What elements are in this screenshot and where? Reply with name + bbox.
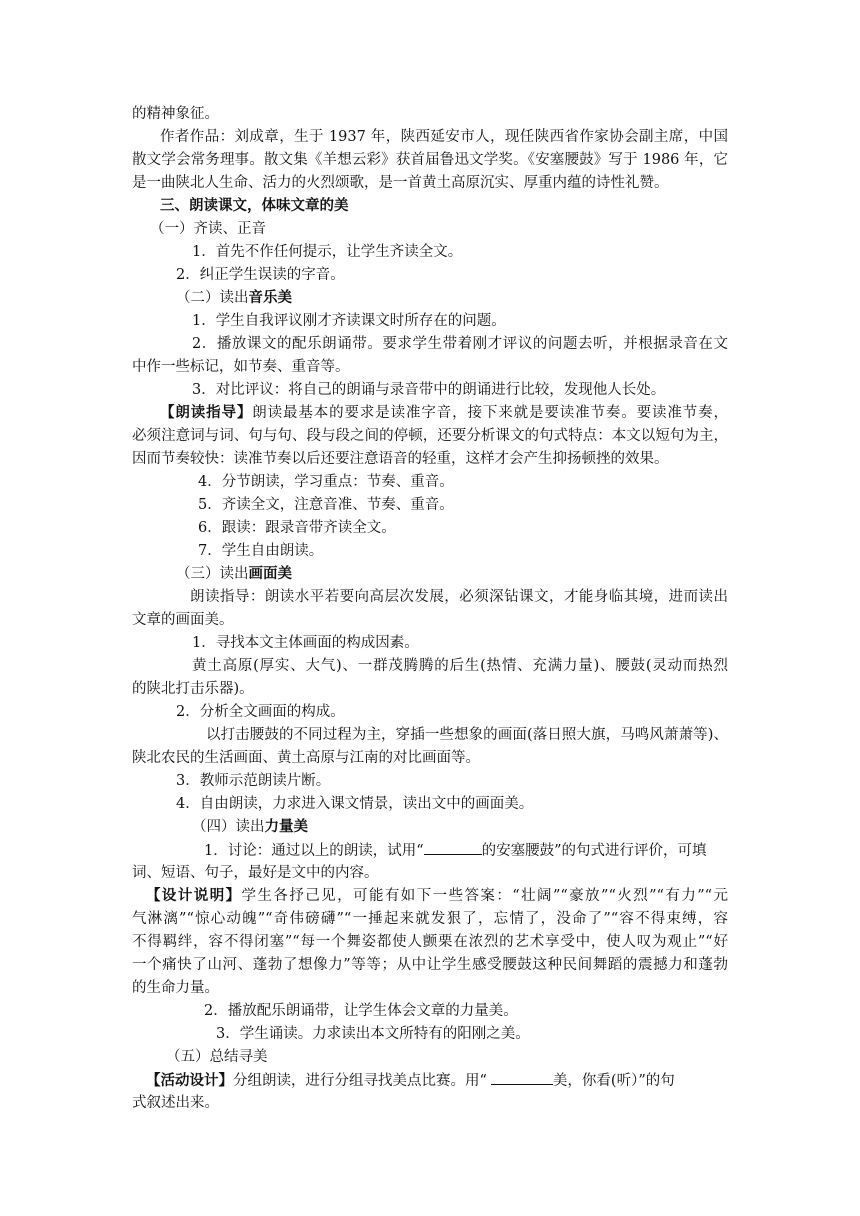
text-line xyxy=(204,840,728,861)
list-item: 3．学生诵读。力求读出本文所特有的阳刚之美。 xyxy=(216,1026,530,1042)
text-line: 的陕北打击乐器)。 xyxy=(132,681,254,697)
label-bracket: 【活动设计】 xyxy=(146,1072,233,1089)
text-line: 文章的画面美。 xyxy=(132,612,234,628)
list-item: 1．寻找本文主体画面的构成因素。 xyxy=(192,635,419,651)
text-line: 作者作品：刘成章，生于 1937 年，陕西延安市人，现任陕西省作家协会副主席，中国 xyxy=(160,129,728,145)
text-line: 不得羁绊，容不得闭塞”“每一个舞姿都使人颤栗在浓烈的艺术享受中，使人叹为观止”“好 xyxy=(132,934,728,950)
text-line: 以打击腰鼓的不同过程为主，穿插一些想象的画面(落日照大旗，马鸣风萧萧等)、 xyxy=(206,727,728,743)
subsection-heading xyxy=(176,564,292,584)
label-text: 朗读最基本的要求是读准字音，接下来就是要读准节奏。要读准节奏， xyxy=(252,405,728,421)
subsection-heading: （一）齐读、正音 xyxy=(150,221,266,237)
list-item: 4．自由朗读，力求进入课文情景，读出文中的画面美。 xyxy=(176,796,534,812)
prompt-text: 1．讨论：通过以上的朗读，试用“ xyxy=(204,843,424,859)
list-item: 3．教师示范朗读片断。 xyxy=(176,773,331,789)
heading-keyword: 力量美 xyxy=(264,818,308,835)
text-line: 因而节奏较快：读准节奏以后还要注意语音的轻重，这样才会产生抑扬顿挫的效果。 xyxy=(132,451,669,467)
list-item: 2．纠正学生误读的字音。 xyxy=(176,267,345,283)
list-item: 3．对比评议：将自己的朗诵与录音带中的朗诵进行比较，发现他人长处。 xyxy=(192,382,666,398)
subsection-heading xyxy=(176,288,292,308)
text-line: 散文学会常务理事。散文集《羊想云彩》获首届鲁迅文学奖。《安塞腰鼓》写于 1986 年，它 xyxy=(132,152,728,168)
heading-prefix: （二）读出 xyxy=(176,290,249,306)
text-line: 的生命力量。 xyxy=(132,980,219,996)
fill-in-blank xyxy=(424,840,482,855)
text-line: 是一曲陕北人生命、活力的火烈颂歌，是一首黄土高原沉实、厚重内蕴的诗性礼赞。 xyxy=(132,175,669,191)
label-bracket: 【朗读指导】 xyxy=(160,404,253,421)
prompt-text: 的安塞腰鼓”的句式进行评价，可填 xyxy=(481,843,707,859)
text-line xyxy=(146,1070,728,1091)
text-line: 陕北农民的生活画面、黄土高原与江南的对比画面等。 xyxy=(132,750,480,766)
list-item: 4．分节朗读，学习重点：节奏、重音。 xyxy=(198,474,454,490)
text-line: 一个痛快了山河、蓬勃了想像力”等等；从中让学生感受腰鼓这种民间舞蹈的震撼力和蓬勃 xyxy=(132,957,728,973)
fill-in-blank xyxy=(491,1070,553,1085)
label-text: 分组朗读，进行分组寻找美点比赛。用“ xyxy=(233,1073,487,1089)
label-bracket: 【设计说明】 xyxy=(146,887,242,904)
list-item: 5．齐读全文，注意音准、节奏、重音。 xyxy=(198,497,454,513)
list-item: 1．学生自我评议刚才齐读课文时所存在的问题。 xyxy=(192,313,506,329)
text-line: 词、短语、句子，最好是文中的内容。 xyxy=(132,865,379,881)
list-item: 2．分析全文画面的构成。 xyxy=(176,704,345,720)
list-item: 2．播放课文的配乐朗诵带。要求学生带着刚才评议的问题去听，并根据录音在文 xyxy=(192,336,728,352)
text-line: 的精神象征。 xyxy=(132,106,219,122)
subsection-heading xyxy=(192,817,308,837)
heading-prefix: （四）读出 xyxy=(192,819,265,835)
list-item: 7．学生自由朗读。 xyxy=(198,543,324,559)
list-item: 2．播放配乐朗诵带，让学生体会文章的力量美。 xyxy=(204,1003,518,1019)
text-line xyxy=(160,403,728,423)
text-line: 黄土高原(厚实、大气)、一群茂腾腾的后生(热情、充满力量)、腰鼓(灵动而热烈 xyxy=(192,658,728,674)
section-heading: 三、朗读课文，体味文章的美 xyxy=(160,197,349,214)
heading-prefix: （三）读出 xyxy=(176,566,249,582)
text-line xyxy=(146,886,728,906)
text-line: 气淋漓”“惊心动魄”“奇伟磅礴”“一捶起来就发狠了，忘情了，没命了”“容不得束缚，容 xyxy=(132,911,728,927)
list-item: 6．跟读：跟录音带齐读全文。 xyxy=(198,520,396,536)
label-text: 美，你看(听）”的句 xyxy=(552,1073,675,1089)
heading-keyword: 音乐美 xyxy=(248,289,292,306)
text-line: 式叙述出来。 xyxy=(132,1095,219,1111)
text-line: 必须注意词与词、句与句、段与段之间的停顿，还要分析课文的句式特点：本文以短句为主， xyxy=(132,428,728,444)
text-line: 中作一些标记，如节奏、重音等。 xyxy=(132,359,350,375)
list-item: 1．首先不作任何提示，让学生齐读全文。 xyxy=(192,244,463,260)
subsection-heading: （五）总结寻美 xyxy=(166,1049,268,1065)
text-line: 朗读指导：朗读水平若要向高层次发展，必须深钻课文，才能身临其境，进而读出 xyxy=(190,589,728,605)
heading-keyword: 画面美 xyxy=(248,565,292,582)
label-text: 学生各抒己见，可能有如下一些答案：“壮阔”“豪放”“火烈”“有力”“元 xyxy=(241,888,728,904)
